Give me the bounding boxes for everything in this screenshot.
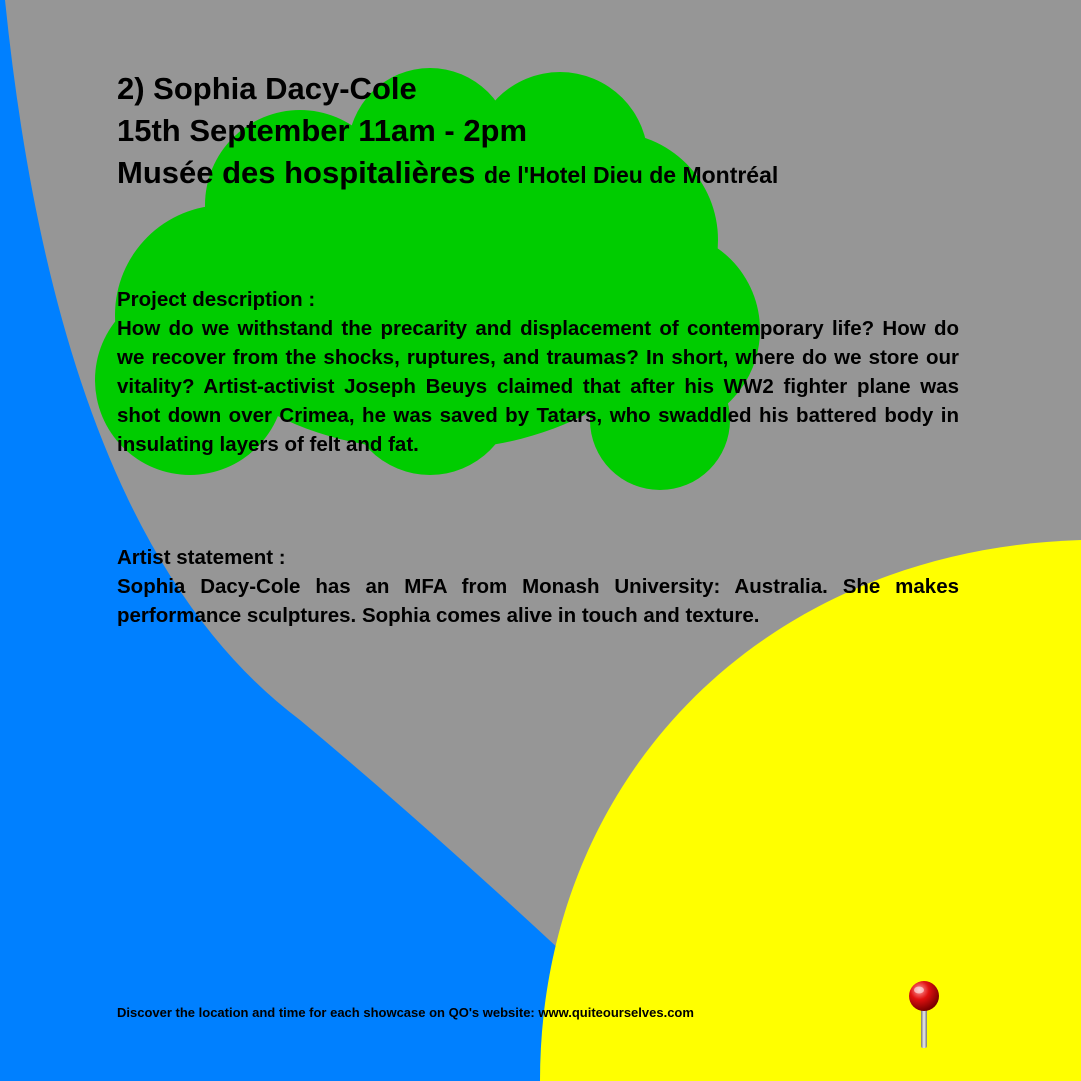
event-header: [117, 68, 778, 196]
venue-main: Musée des hospitalières: [117, 155, 476, 190]
artist-statement-heading: Artist statement :: [117, 546, 286, 569]
project-description-heading: Project description :: [117, 288, 316, 311]
artist-statement-text: Sophia Dacy-Cole has an MFA from Monash University: Australia. She makes performance sculptures. Sophia comes alive in touch and texture.: [117, 575, 959, 627]
project-description: [117, 285, 959, 459]
event-date-time: 15th September 11am - 2pm: [117, 113, 528, 148]
map-pin-icon: [904, 980, 944, 1050]
venue-sub: de l'Hotel Dieu de Montréal: [484, 162, 779, 188]
artist-title: 2) Sophia Dacy-Cole: [117, 71, 417, 106]
event-venue: [117, 152, 778, 196]
footer-website-note: Discover the location and time for each showcase on QO's website: www.quiteourselves.com: [117, 1005, 694, 1020]
project-description-text: How do we withstand the precarity and displacement of contemporary life? How do we recover from the shocks, ruptures, and traumas? In short, where do we store our vitality? Artist-activist Joseph Beuys claimed that after his WW2 fighter plane was shot down over Crimea, he was saved by Tatars, who swaddled his battered body in insulating layers of felt and fat.: [117, 317, 959, 456]
artist-statement: [117, 543, 959, 630]
